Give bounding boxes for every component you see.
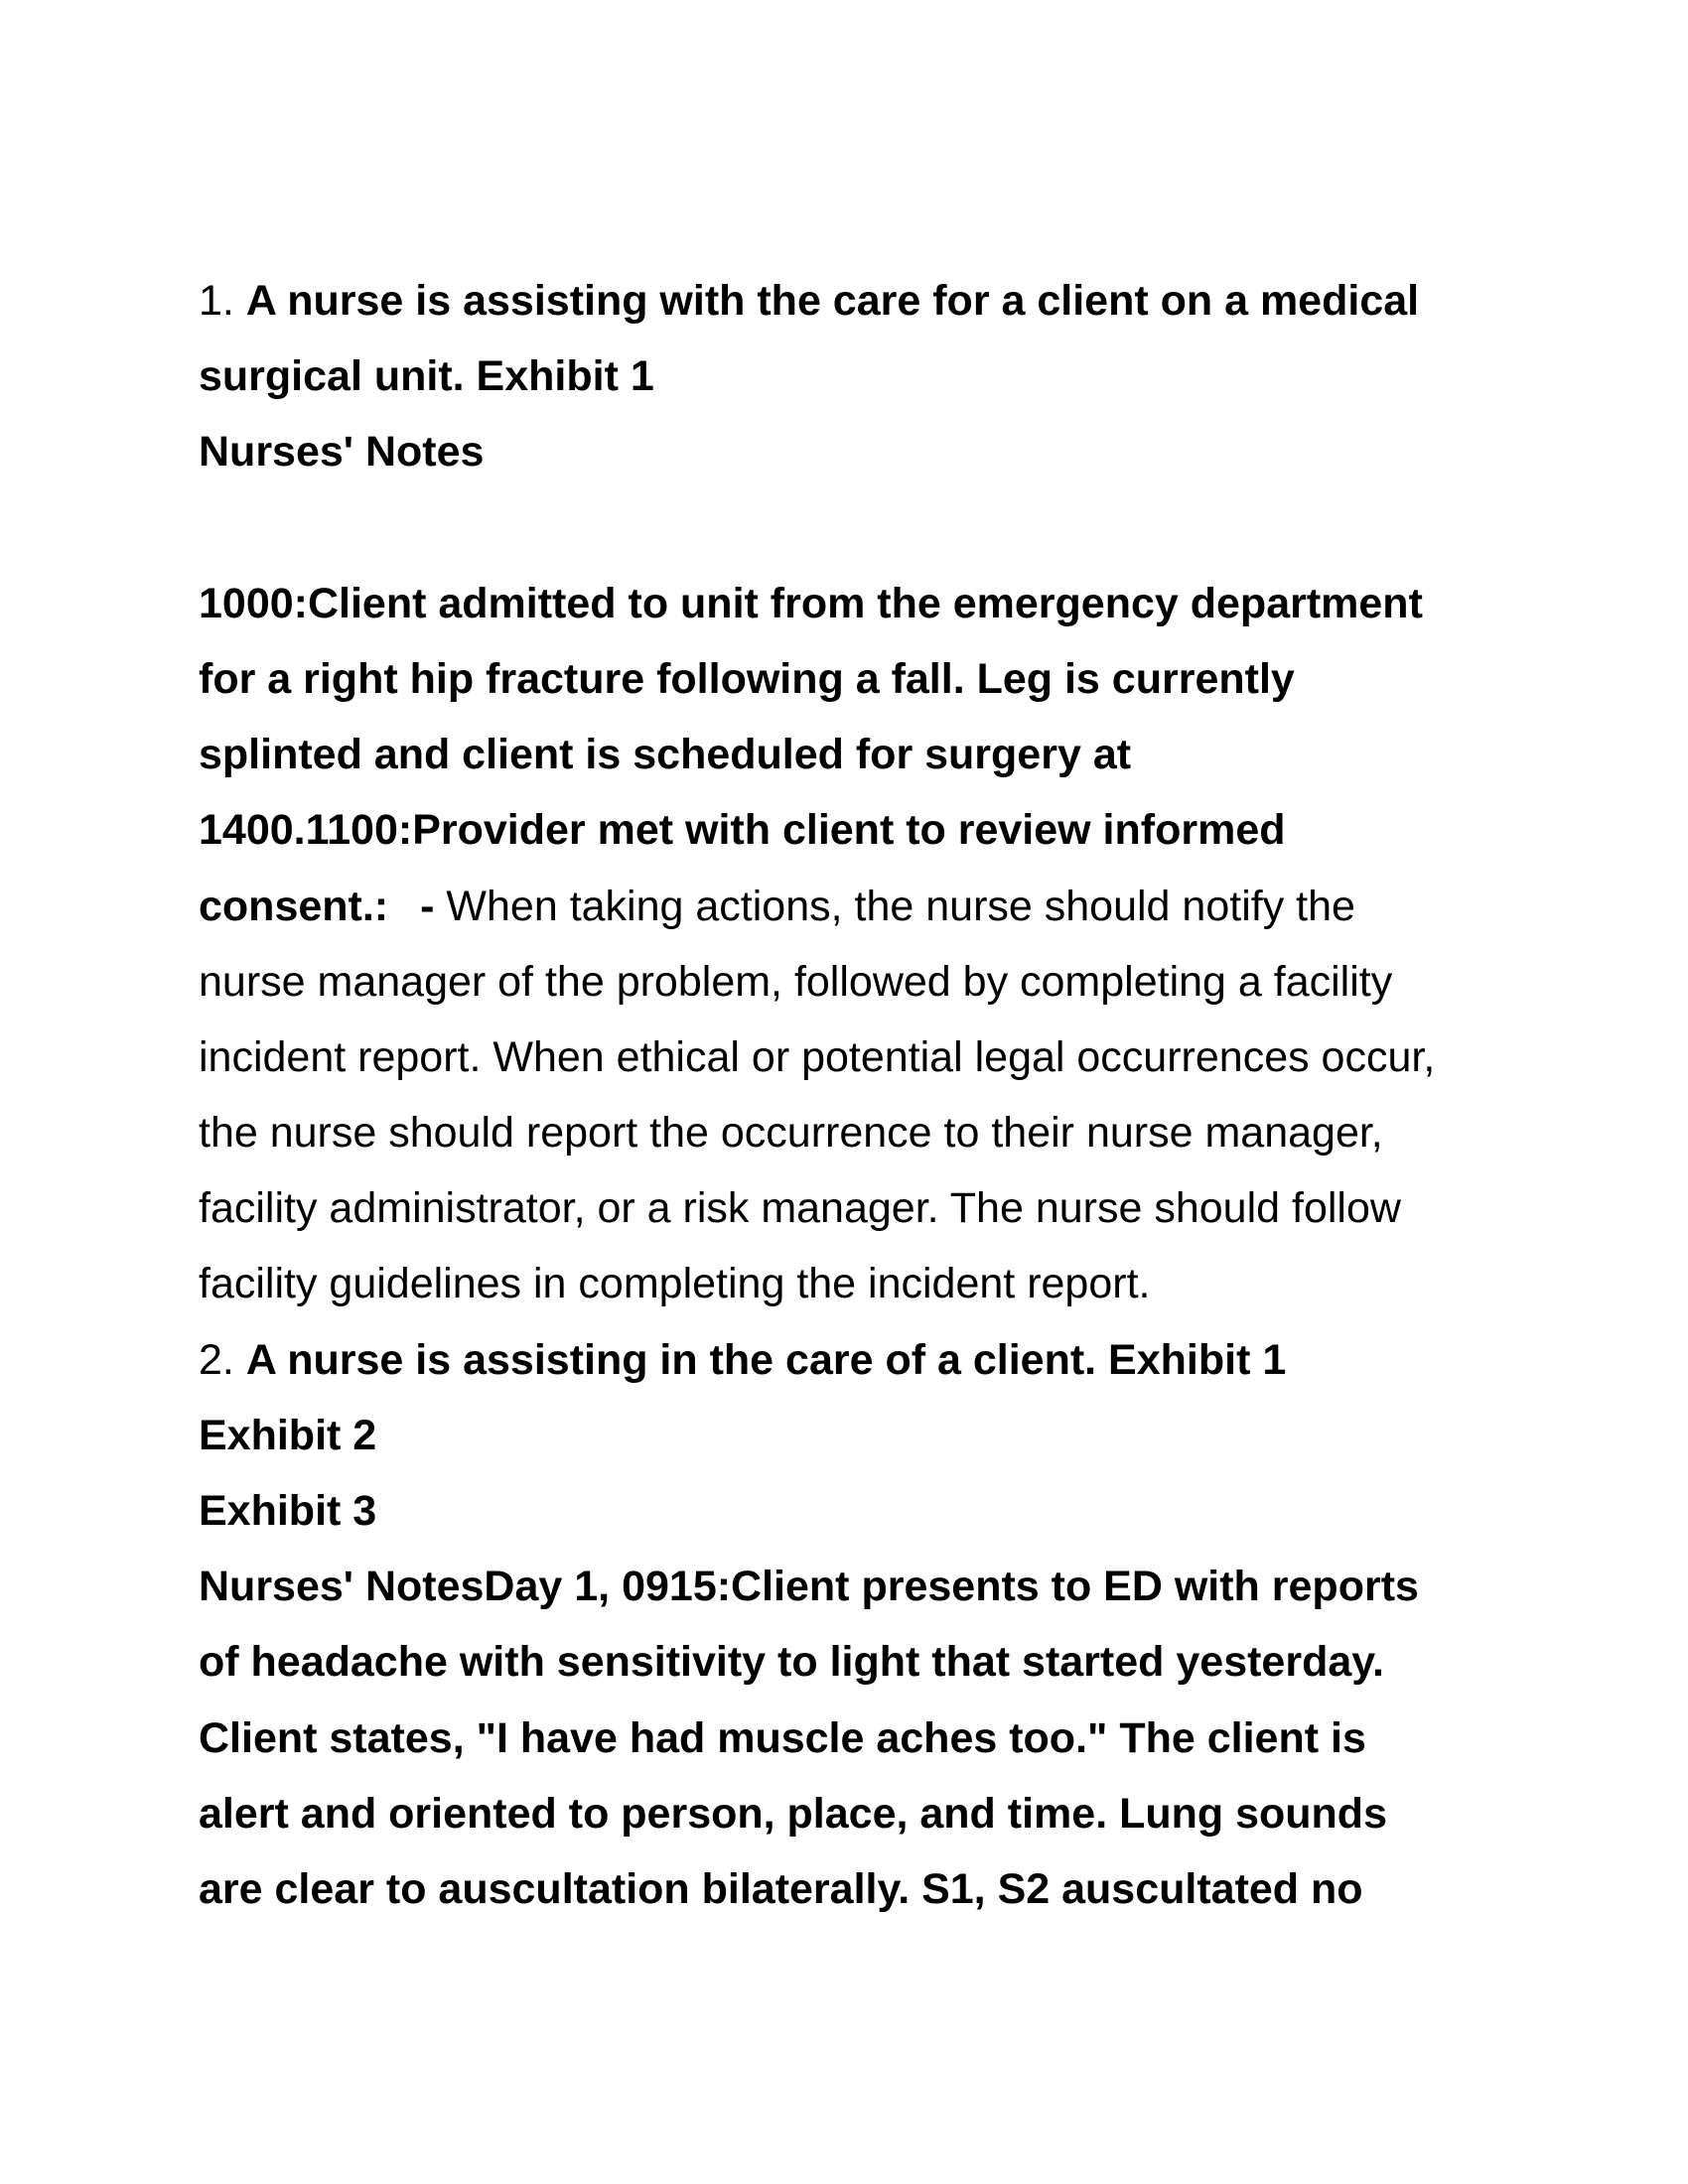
q1-note-line: 1000:Client admitted to unit from the emergency department — [199, 579, 1423, 627]
q2-note-line: Client states, "I have had muscle aches too." The client is — [199, 1713, 1366, 1762]
q1-answer-start-line — [199, 869, 1489, 944]
q2-note-line: of headache with sensitivity to light that started yesterday. — [199, 1638, 1384, 1687]
q1-answer-line: incident report. When ethical or potential legal occurrences occur, — [199, 1032, 1436, 1081]
q2-exhibit-label: Exhibit 2 — [199, 1411, 377, 1459]
document-body — [199, 263, 1489, 1927]
q1-answer-line: facility guidelines in completing the incident report. — [199, 1260, 1151, 1308]
q1-note-line: splinted and client is scheduled for surgery at — [199, 731, 1132, 779]
q2-exhibit-label: Exhibit 3 — [199, 1487, 377, 1535]
q1-note-line: for a right hip fracture following a fall. Leg is currently — [199, 654, 1295, 703]
blank-line — [199, 490, 1489, 566]
q1-number: 1. — [199, 277, 234, 325]
q1-stem-line-1 — [199, 263, 1489, 339]
q2-note-line: are clear to auscultation bilaterally. S1, S2 auscultated no — [199, 1864, 1363, 1913]
q1-stem-line-2: surgical unit. Exhibit 1 — [199, 352, 654, 401]
q1-stem-text: A nurse is assisting with the care for a client on a medical — [245, 277, 1420, 325]
q1-answer-line: the nurse should report the occurrence to their nurse manager, — [199, 1109, 1383, 1158]
q2-note-line: alert and oriented to person, place, and time. Lung sounds — [199, 1789, 1387, 1838]
q2-stem-line-1 — [199, 1322, 1489, 1398]
q1-answer-line: facility administrator, or a risk manager. The nurse should follow — [199, 1184, 1401, 1233]
q1-answer-first: When taking actions, the nurse should notify the — [446, 882, 1355, 930]
q2-number: 2. — [199, 1335, 234, 1384]
q2-stem-text: A nurse is assisting in the care of a client. Exhibit 1 — [245, 1335, 1287, 1384]
q1-notes-end: consent.: — [199, 882, 389, 930]
q1-notes-heading: Nurses' Notes — [199, 428, 485, 477]
q1-answer-dash: - — [420, 882, 435, 930]
q1-note-line: 1400.1100:Provider met with client to review informed — [199, 806, 1286, 855]
q2-note-line: Nurses' NotesDay 1, 0915:Client presents to ED with reports — [199, 1563, 1419, 1611]
q1-answer-line: nurse manager of the problem, followed by completing a facility — [199, 957, 1393, 1006]
